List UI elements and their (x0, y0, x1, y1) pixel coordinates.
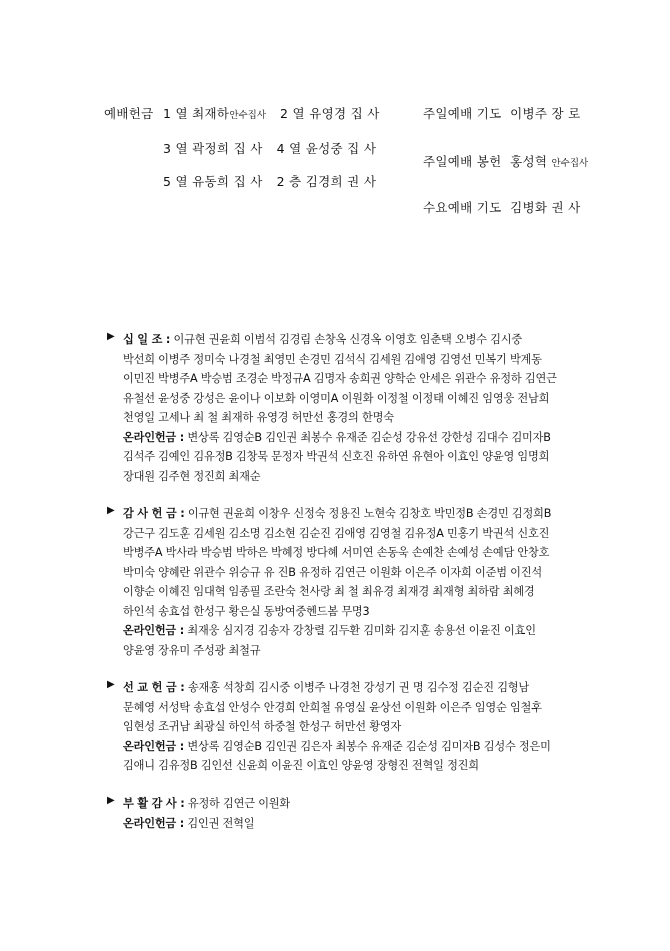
offering-title: 예배헌금 (104, 106, 154, 121)
name-list-line: 강근구 김도훈 김세원 김소명 김소현 김순진 김애영 김영철 김유정A 민홍기 박권석 신호진 (123, 526, 550, 540)
online-label: 온라인헌금 : (123, 430, 185, 444)
name-list-line: 최재웅 심지경 김송자 강창렬 김두환 김미화 김지훈 송용선 이윤진 이효인 (187, 624, 536, 637)
easter-section (107, 795, 567, 834)
offering-row-note: 안수집사 (229, 110, 267, 121)
name-list-line: 박미숙 양혜란 위관수 위승규 유 진B 유정하 김연근 이원화 이은주 이자희 이준범 이진석 (123, 565, 543, 579)
name-list-line: 양윤영 장유미 주성광 최철규 (123, 643, 261, 657)
offering-row-3 (163, 172, 376, 190)
online-label: 온라인헌금 : (123, 816, 185, 830)
online-row (107, 738, 567, 758)
offering-row-2 (163, 139, 376, 157)
online-label: 온라인헌금 : (123, 624, 185, 637)
online-row (107, 815, 567, 835)
name-list-line: 박병주A 박사라 박승범 박하은 박혜정 방다혜 서미연 손동욱 손예찬 손예성 손예담 안창호 (123, 546, 550, 559)
name-list-line: 문혜영 서성탁 송효섭 안성수 안경희 안희철 유영실 윤상선 이원화 이은주 임영순 임철후 (123, 700, 542, 714)
bullet-icon: ▶ (107, 505, 115, 516)
section-label: 십 일 조 : (123, 333, 171, 346)
name-list-line: 유철선 윤성중 강성은 윤이나 이보화 이영미A 이원화 이정철 이정태 이혜진 임영웅 전남희 (123, 391, 550, 405)
name-list-line: 변상록 김영순B 김인권 최봉수 유재준 김순성 강유선 강한성 김대수 김미자B (187, 430, 551, 444)
name-list-line: 박선희 이병주 정미숙 나경철 최영민 손경민 김석식 김세원 김애영 김영선 민복기 박계동 (123, 352, 542, 366)
name-list-line: 이규현 권윤희 이범석 김경림 손창옥 신경옥 이영호 임춘택 오병수 김시중 (173, 333, 522, 346)
bullet-icon: ▶ (107, 331, 115, 342)
name-list-line: 이민진 박병주A 박승범 조경순 박정규A 김명자 송희권 양학순 안세은 위관수 유정하 김연근 (123, 372, 557, 385)
name-list-line: 김애니 김유정B 김인선 신윤희 이윤진 이효인 양윤영 장형진 전혁일 정진희 (123, 759, 479, 772)
name-list-line: 하인석 송효섭 한성구 황은실 동방여중헨드봄 무명3 (123, 604, 370, 618)
name-list-line: 이규현 권윤희 이창우 신정숙 정용진 노현숙 김창호 박민정B 손경민 김정희B (187, 507, 552, 520)
bullet-icon: ▶ (107, 679, 115, 690)
section-label: 감 사 헌 금 : (123, 507, 185, 520)
offering-row-right: 4 열 윤성중 집 사 (276, 141, 377, 156)
online-row (107, 429, 567, 449)
offering-row-right: 2 열 유영경 집 사 (280, 106, 380, 121)
role-note: 안수집사 (551, 158, 589, 169)
name-list-line: 임현성 조귀남 최광실 하인석 하중철 한성구 허만선 황영자 (123, 720, 402, 733)
mission-section (107, 679, 567, 777)
offering-row-1 (163, 104, 380, 122)
role-wednesday-prayer (423, 198, 581, 216)
section-label: 부 활 감 사 : (123, 797, 185, 810)
name-list-line: 천영일 고세나 최 철 최재하 유영경 허만선 홍경의 한명숙 (123, 411, 394, 424)
name-list-line: 김석주 김예인 김유정B 김창묵 문정자 박권석 신호진 유하연 유현아 이효인 양윤영 임명희 (123, 450, 550, 463)
role-name: 홍성혁 (510, 154, 548, 169)
name-list-line: 변상록 김영순B 김인권 김은자 최봉수 유재준 김순성 김미자B 김성수 정은미 (187, 739, 551, 753)
offering-row-left: 5 열 유동희 집 사 (163, 174, 263, 189)
offering-row-left: 3 열 곽정희 집 사 (163, 141, 263, 156)
name-list-line: 김인권 전혁일 (187, 816, 255, 830)
role-label: 주일예배 기도 (423, 106, 502, 121)
section-first-row (107, 505, 567, 525)
role-label: 수요예배 기도 (423, 200, 502, 215)
offering-row-left: 1 열 최재하 (163, 106, 230, 121)
bullet-icon: ▶ (107, 795, 115, 806)
role-label: 주일예배 봉헌 (423, 154, 502, 169)
section-label: 선 교 헌 금 : (123, 681, 185, 694)
role-name: 이병주 장 로 (510, 106, 581, 121)
thanksgiving-section (107, 505, 567, 661)
offering-row-right: 2 층 김경희 권 사 (276, 174, 377, 189)
name-list-line: 송재홍 석창희 김시중 이병주 나경천 강성기 권 명 김수정 김순진 김형남 (187, 681, 530, 694)
role-sunday-prayer (423, 104, 581, 122)
name-list-line: 유정하 김연근 이원화 (187, 797, 291, 810)
name-list-line: 이향순 이혜진 임대혁 임종필 조란숙 천사랑 최 철 최유경 최재경 최재형 최하람 최혜경 (123, 585, 535, 598)
section-first-row (107, 795, 567, 815)
role-sunday-offering (423, 152, 588, 170)
name-list-line: 장대원 김주현 정진희 최재순 (123, 469, 261, 483)
role-name: 김병화 권 사 (510, 200, 581, 215)
section-first-row (107, 679, 567, 699)
online-label: 온라인헌금 : (123, 739, 185, 753)
tithe-section (107, 331, 567, 487)
section-first-row (107, 331, 567, 351)
online-row (107, 622, 567, 642)
